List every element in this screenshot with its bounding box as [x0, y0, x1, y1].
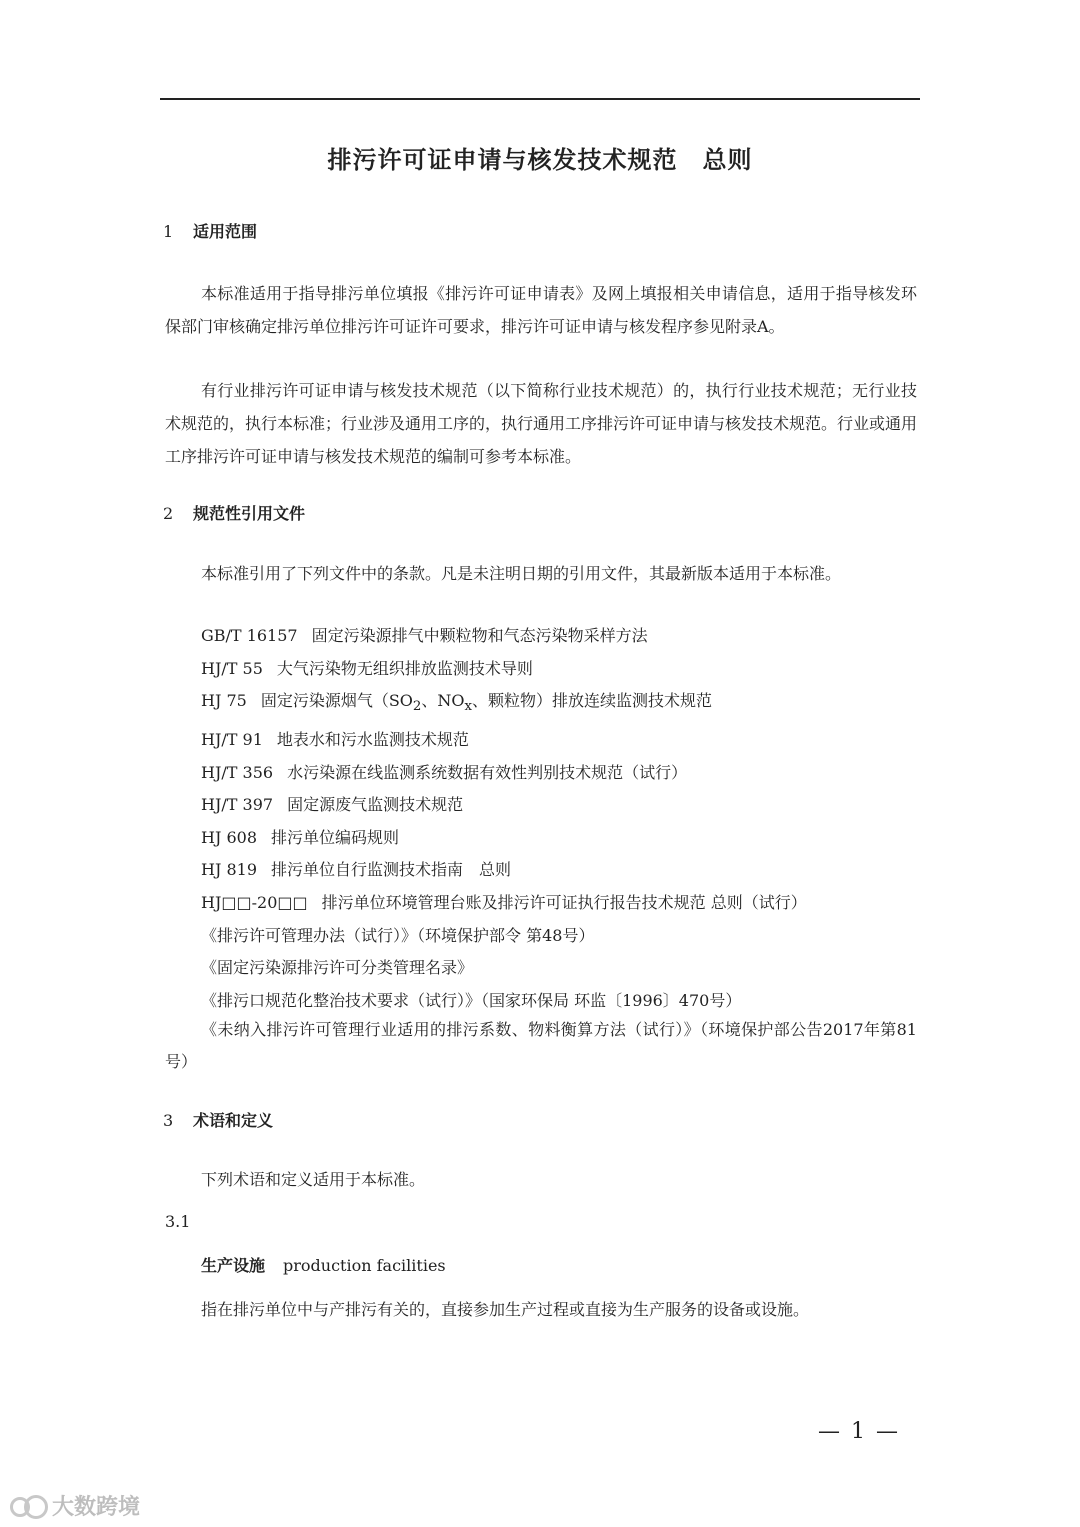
reference-title: 水污染源在线监测系统数据有效性判别技术规范（试行） [287, 762, 688, 782]
page-number: — 1 — [818, 1419, 900, 1444]
section-heading-3 [163, 1108, 273, 1131]
reference-item [201, 653, 921, 686]
reference-list [201, 620, 921, 1017]
paragraph-scope-1: 本标准适用于指导排污单位填报《排污许可证申请表》及网上填报相关申请信息，适用于指导核发环保部门审核确定排污单位排污许可证许可要求，排污许可证申请与核发程序参见附录A。 [165, 284, 917, 336]
section-heading-2 [163, 501, 305, 524]
reference-item [201, 985, 921, 1018]
reference-item [201, 620, 921, 653]
reference-title [260, 691, 713, 715]
paragraph-scope-2: 有行业排污许可证申请与核发技术规范（以下简称行业技术规范）的，执行行业技术规范；无行业技术规范的，执行本标准；行业涉及通用工序的，执行通用工序排污许可证申请与核发技术规范。行业或通用工序排污许可证申请与核发技术规范的编制可参考本标准。 [165, 381, 918, 466]
reference-title: 地表水和污水监测技术规范 [276, 729, 469, 749]
reference-code: HJ 608 [201, 827, 257, 847]
term-entry [201, 1253, 446, 1276]
reference-code: HJ/T 55 [201, 658, 263, 678]
reference-item [201, 887, 921, 920]
term-english: production facilities [283, 1256, 446, 1275]
section-title: 适用范围 [193, 222, 258, 241]
document-title: 排污许可证申请与核发技术规范 总则 [327, 146, 753, 174]
reference-title-part: 、颗粒物）排放连续监测技术规范 [472, 691, 713, 711]
reference-title-part: 、NO [421, 691, 465, 711]
reference-item [201, 920, 921, 953]
term-chinese: 生产设施 [201, 1256, 266, 1275]
reference-title: 大气污染物无组织排放监测技术导则 [276, 658, 533, 678]
reference-code: HJ/T 356 [201, 762, 274, 782]
reference-item [201, 685, 921, 724]
reference-code: GB/T 16157 [201, 626, 298, 645]
section-title: 规范性引用文件 [193, 504, 306, 523]
reference-title: 《排污许可管理办法（试行）》（环境保护部令 第48号） [201, 925, 595, 945]
clause-number: 3.1 [165, 1212, 191, 1231]
reference-item [201, 757, 921, 790]
section-heading-1 [163, 219, 257, 242]
paragraph-terms-intro: 下列术语和定义适用于本标准。 [201, 1170, 426, 1189]
reference-item [201, 822, 921, 855]
reference-title-part: 固定污染源烟气（SO [260, 691, 413, 711]
reference-title: 《排污口规范化整治技术要求（试行）》（国家环保局 环监〔1996〕470号） [201, 990, 742, 1010]
watermark-logo-icon [10, 1493, 48, 1519]
reference-title: 排污单位编码规则 [271, 827, 400, 847]
header-rule [160, 98, 920, 100]
paragraph-refs-intro: 本标准引用了下列文件中的条款。凡是未注明日期的引用文件，其最新版本适用于本标准。 [201, 564, 842, 583]
reference-item [201, 952, 921, 985]
reference-code: HJ 75 [201, 691, 247, 711]
section-title: 术语和定义 [193, 1111, 274, 1130]
reference-code: HJ/T 397 [201, 795, 274, 815]
reference-title: 固定污染源排气中颗粒物和气态污染物采样方法 [311, 626, 648, 645]
watermark [10, 1490, 140, 1521]
term-definition: 指在排污单位中与产排污有关的，直接参加生产过程或直接为生产服务的设备或设施。 [201, 1300, 810, 1319]
reference-item [201, 724, 921, 757]
section-number: 3 [163, 1111, 174, 1130]
reference-item [201, 854, 921, 887]
reference-code: HJ/T 91 [201, 729, 263, 749]
subscript: x [464, 699, 473, 715]
section-number: 2 [163, 504, 174, 523]
section-number: 1 [163, 222, 174, 241]
watermark-text: 大数跨境 [52, 1495, 141, 1520]
reference-title: 排污单位环境管理台账及排污许可证执行报告技术规范 总则（试行） [321, 892, 807, 912]
reference-item-wrapped: 《未纳入排污许可管理行业适用的排污系数、物料衡算方法（试行）》（环境保护部公告2017年第81号） [165, 1020, 917, 1071]
reference-title: 排污单位自行监测技术指南 总则 [271, 860, 512, 880]
subscript: 2 [412, 699, 422, 715]
reference-code: HJ 819 [201, 860, 257, 880]
reference-title: 固定源废气监测技术规范 [287, 795, 464, 815]
reference-item [201, 789, 921, 822]
reference-code: HJ□□-20□□ [201, 892, 308, 912]
reference-title: 《固定污染源排污许可分类管理名录》 [201, 958, 474, 978]
